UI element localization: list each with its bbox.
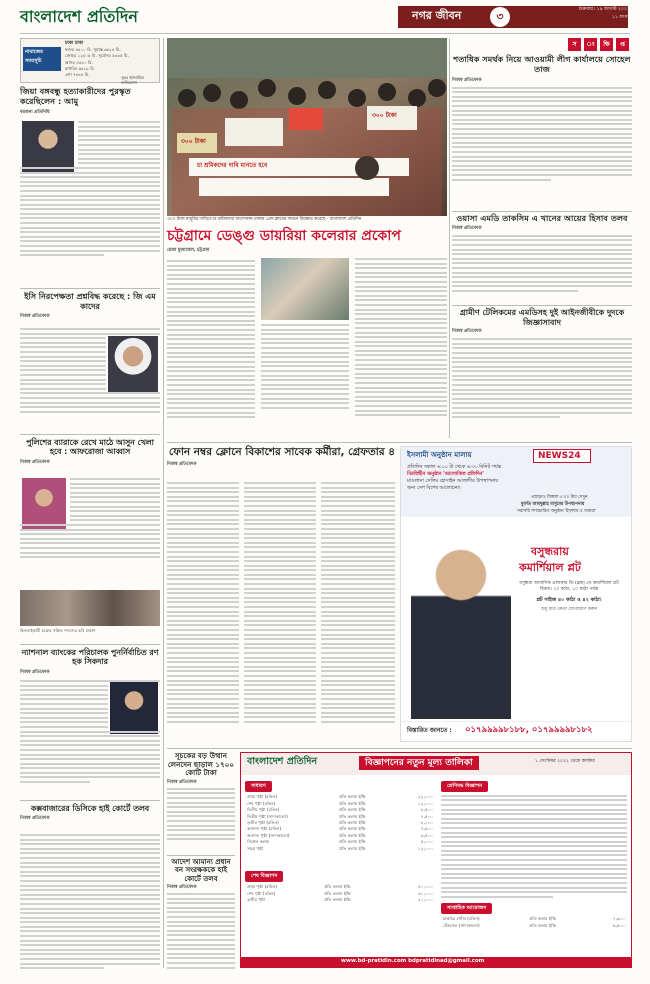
tag-letter: প্ত xyxy=(616,38,629,51)
body-text xyxy=(167,788,235,841)
property-body: বসুন্ধরা আবাসিক এলাকার ডি (ব্লক) তে কমার্শিয়াল প্লট বিক্রয়। ২০ কাঠা, ১০ কাঠা পর্যন্ত xyxy=(519,581,619,593)
prayer-rows xyxy=(65,47,159,78)
byline: নিজস্ব প্রতিবেদক xyxy=(20,314,50,320)
ad-model-photo xyxy=(411,519,511,719)
section-chip: শ্রেণিবদ্ধ বিজ্ঞাপন xyxy=(441,781,488,792)
section-chip: সাপ্তাহিক আয়োজন xyxy=(441,903,492,914)
news24-logo xyxy=(533,449,591,463)
prayer-header: ঢাকা ঢাকা xyxy=(65,41,84,46)
right-brief-3 xyxy=(452,308,632,440)
classified-text xyxy=(441,795,627,898)
date-sub: ১১ বৎসর xyxy=(612,15,630,21)
headline: সূচকের বড় উত্থান লেনদেন ছাড়াল ১৭০০ কোটি টাকা xyxy=(167,751,235,778)
article-left-3 xyxy=(20,438,160,638)
property-subtitle: কমার্শিয়াল প্লট xyxy=(519,561,581,574)
cell: দ্বিতীয় পৃষ্ঠা (রঙিন) xyxy=(247,807,280,813)
byline: নিজস্ব প্রতিবেদক xyxy=(167,462,197,468)
prayer-row: এশা ৭ঃ৪৮ মি. xyxy=(65,72,90,78)
cell: ৮,০০০ xyxy=(420,819,433,825)
rate-table-general xyxy=(245,794,435,852)
cell: শেষ পৃষ্ঠা (রঙিন) xyxy=(247,890,276,896)
body-text xyxy=(20,834,160,972)
prayer-label1: নামাজের xyxy=(25,49,43,55)
protest-photo-image xyxy=(167,38,447,216)
cell: চাকরির খোঁজ (রঙিন) xyxy=(443,916,480,922)
cell: প্রথম পৃষ্ঠা (রঙিন) xyxy=(247,884,277,890)
cell: প্রতি কলাম ইঞ্চি xyxy=(338,826,366,832)
byline: নিজস্ব প্রতিবেদক xyxy=(20,459,50,465)
masthead xyxy=(0,0,650,34)
rate-card-effective: ১ সেপ্টেম্বর ২০২২ থেকে কার্যকর xyxy=(535,759,595,764)
article-lead-left xyxy=(20,87,160,287)
headline: চট্টগ্রামে ডেঙ্গু ডায়রিয়া কলেরার প্রকোপ xyxy=(167,228,401,244)
byline: নিজস্ব প্রতিবেদক xyxy=(167,885,197,891)
cell: ২০,০০০ xyxy=(418,897,433,903)
body-text xyxy=(167,893,235,969)
rate-section-end xyxy=(245,871,435,903)
byline: নিজস্ব প্রতিবেদক xyxy=(452,225,482,231)
rate-section-general xyxy=(245,781,435,852)
ad-line2: প্রতিদিন সকাল ৬:০০ টা থেকে ৬:৩০ মিনিট পর্যন্ত xyxy=(407,465,501,470)
cell: ৫,০০০ xyxy=(420,839,433,845)
headline: আদেশ আমান্য প্রধান বন সংরক্ষককে হাই কোর্টে তলব xyxy=(171,858,231,883)
top-protest-photo xyxy=(167,38,447,226)
tag-letter: স xyxy=(568,38,581,51)
hospital-photo xyxy=(261,258,349,320)
cell: ৬,৫০০ xyxy=(420,832,433,838)
placard-text-2: ৩০০ টাকা xyxy=(372,112,397,119)
ad-side1: এছাড়াও বিকাল ৫:০০ টায় দেখুন xyxy=(531,495,588,500)
cell: ১২,০০০ xyxy=(418,845,433,851)
right-brief-2 xyxy=(452,214,632,304)
prayer-note: সূত্রঃ ইসলামিক ফাউন্ডেশন xyxy=(121,75,144,86)
rate-table-weekly xyxy=(441,916,627,929)
rate-card-footer xyxy=(241,957,631,967)
cell: প্রতি কলাম ইঞ্চি xyxy=(338,800,366,806)
ad-side3: সরাসরি সম্প্রচারিত অনুষ্ঠান 'ইসলাম ও আমরা' xyxy=(517,509,597,514)
cell: ৬,৫০০ xyxy=(612,922,625,928)
rate-section-weekly xyxy=(441,903,627,929)
cell: প্রতি কলাম ইঞ্চি xyxy=(529,922,557,928)
ad-top-panel xyxy=(401,447,631,517)
cell: প্রতি কলাম ইঞ্চি xyxy=(338,807,366,813)
rate-table-end xyxy=(245,884,435,903)
headline: ইসি নিরপেক্ষতা প্রশ্নবিদ্ধ করেছে : জি এম কাদের xyxy=(24,292,156,311)
cell: প্রতি কলাম ইঞ্চি xyxy=(338,845,366,851)
date-line xyxy=(540,7,630,21)
cell: প্রতি কলাম ইঞ্চি xyxy=(338,832,366,838)
ad-line4: মাওলানা সেলিম হোসাইন আজাদীর উপস্থাপনায় xyxy=(407,479,499,484)
rate-card-logo: বাংলাদেশ প্রতিদিন xyxy=(247,756,318,767)
byline: নিজস্ব প্রতিবেদক xyxy=(452,329,482,335)
cell: প্রতি কলাম ইঞ্চি xyxy=(338,819,366,825)
section-chip: সাধারণ xyxy=(245,781,272,792)
cell: প্রতি কলাম ইঞ্চি xyxy=(324,890,351,896)
rate-section-classified xyxy=(441,781,627,900)
headline: জিয়া বঙ্গবন্ধু হত্যাকারীদের পুরস্কৃত করেছিলেন : আমু xyxy=(20,86,131,106)
headline: শতাধিক সমর্থক নিয়ে আওয়ামী লীগ কার্যালয়ে সোহেল তাজ xyxy=(453,54,631,74)
stock-article xyxy=(167,752,235,852)
cell: ৭,৫০০ xyxy=(420,813,433,819)
headline: ন্যাশনাল ব্যাংকের পরিচালক পুনর্নির্বাচিত রণ হক সিকদার xyxy=(21,648,159,667)
headline: কক্সবাজারের ডিসিকে হাই কোর্টে তলব xyxy=(30,804,150,813)
cell: ৮,৫০০ xyxy=(420,807,433,813)
body-text xyxy=(452,338,632,418)
cell: ৩০,০০০ xyxy=(418,890,433,896)
article-left-5 xyxy=(20,804,160,969)
section-tags xyxy=(452,38,632,51)
prayer-label2: সময়সূচি xyxy=(25,57,42,64)
prayer-row: মাগরিব ৬ঃ২৯ মি. xyxy=(65,65,96,71)
byline: রেজা মুজাম্মেল, চট্টগ্রাম xyxy=(167,247,210,253)
cell: প্রতি কলাম ইঞ্চি xyxy=(529,916,557,922)
article-left-2 xyxy=(20,292,160,434)
byline: বরগুনা প্রতিনিধি xyxy=(20,109,50,115)
body-col-3 xyxy=(321,482,395,725)
prayer-label-box xyxy=(23,47,61,71)
table-row xyxy=(245,897,435,903)
headline: ফোন নম্বর ক্লোনে বিকাশের সাবেক কর্মীরা, গ্রেফতার ৪ xyxy=(168,446,396,458)
body-text xyxy=(452,87,632,181)
property-size: প্লট সাইজ ৪০ কাঠা ও ৪২ কাঠা। xyxy=(536,597,602,603)
contact-label: বিস্তারিত জানতে : xyxy=(407,727,452,734)
cell: তৃতীয় পৃষ্ঠা (রঙিন) xyxy=(247,819,279,825)
table-row xyxy=(441,922,627,928)
tag-letter: ং xyxy=(584,38,597,51)
byline: নিজস্ব প্রতিবেদক xyxy=(20,816,50,822)
placard-text-3: চা শ্রমিকদের দাবি মানতে হবে xyxy=(197,162,268,169)
page-number: ৩ xyxy=(490,7,510,27)
event-photo xyxy=(20,590,160,626)
channel-name: NEWS24 xyxy=(538,451,581,461)
body-col-2 xyxy=(261,324,349,411)
cell: ২২,০০০ xyxy=(418,794,433,800)
body-text xyxy=(20,478,160,561)
photo-caption: ৩০০ টাকা মজুরির দাবিতে চা শ্রমিকদের আন্দোলন ঢাকায় প্রেস ক্লাবের সামনে বিক্ষোভ করেছে - বাংলাদেশ প্রতিদিন xyxy=(167,217,362,222)
cell: সিঙ্গেল কলাম xyxy=(247,839,270,845)
tag-letter: ক্ষি xyxy=(600,38,613,51)
body-col-3 xyxy=(355,258,447,419)
prayer-row: ফজর ৪ঃ১০ মি. সূর্যাস্ত ৬ঃ২৪ মি. xyxy=(65,47,121,52)
contact-numbers: ০১৭৯৯৯৯৮১৮৮, ০১৭৯৯৯৯৮১৮২ xyxy=(465,725,593,735)
photo-caption: ছিনতাইকারী চক্রের সক্রিয় সদস্যের ছবি প্রকাশ xyxy=(20,628,96,633)
cell: প্রতি কলাম ইঞ্চি xyxy=(324,897,351,903)
cell: প্রথম পৃষ্ঠা (রঙিন) xyxy=(247,794,277,800)
cell: প্রতি কলাম ইঞ্চি xyxy=(338,839,366,845)
body-text xyxy=(20,328,160,415)
byline: নিজস্ব প্রতিবেদক xyxy=(20,669,50,675)
ad-line3: বিরতিহীন অনুষ্ঠান 'আলোকিত প্রতিদিন' xyxy=(407,472,484,477)
cell: প্রতি কলাম ইঞ্চি xyxy=(338,794,366,800)
body-text xyxy=(20,680,160,786)
rate-card-title: বিজ্ঞাপনের নতুন মূল্য তালিকা xyxy=(359,756,479,770)
property-title: বসুন্ধরায় xyxy=(531,545,569,558)
ad-side2: মুফতি আবদুল্লাহ মাসুমের উপস্থাপনায় xyxy=(521,502,585,507)
byline: নিজস্ব প্রতিবেদক xyxy=(452,77,482,83)
table-row xyxy=(245,845,435,851)
news24-property-ad xyxy=(400,446,632,742)
right-brief-1 xyxy=(452,38,632,208)
body-col-1 xyxy=(167,482,239,725)
cell: ৭,৬০০ xyxy=(612,916,625,922)
logo-text: বাংলাদেশ প্রতিদিন xyxy=(20,7,138,26)
rate-card-ad xyxy=(240,752,632,968)
body-text xyxy=(20,121,160,259)
ad-program-label: ইসলামী অনুষ্ঠান মালায় xyxy=(407,451,472,459)
cell: দ্বিতীয় পৃষ্ঠা (সাদাকালো) xyxy=(247,813,288,819)
prayer-row: আসর ৪ঃ৪০ মি. xyxy=(65,59,93,65)
date-text: শুক্রবার ৷ ১৯ আগস্ট ২০২২ xyxy=(578,7,630,12)
cell: সমগ্র পৃষ্ঠা xyxy=(247,845,264,851)
headline: পুলিশের ব্যারাকে রেখে মাঠে আসুন খেলা হবে : আফরোজা আব্বাস xyxy=(26,438,154,457)
section-chip: শেষ বিজ্ঞাপন xyxy=(245,871,283,882)
cell: ৭,৫০০ xyxy=(420,826,433,832)
headline: ওয়াসা এমডি তাকসিম এ খানের আয়ের হিসাব তলব xyxy=(456,213,628,223)
prayer-times-box xyxy=(20,38,160,86)
cell: প্রতি কলাম ইঞ্চি xyxy=(324,884,351,890)
cell: শেষ পৃষ্ঠা (রঙিন) xyxy=(247,800,276,806)
court-article xyxy=(167,858,235,968)
footer-contact: www.bd-pratidin.com bdpratidinad@gmail.com xyxy=(341,958,485,964)
cell: টেকসেল (সাদাকালো) xyxy=(443,922,480,928)
byline: নিজস্ব প্রতিবেদক xyxy=(167,779,197,785)
body-text xyxy=(452,235,632,292)
ad-line5: অন্য সেশ বিশেষ আলোচনা। xyxy=(407,486,461,491)
cell: প্রতি কলাম ইঞ্চি xyxy=(338,813,366,819)
prayer-row: জোহর ১২ঃ০৫ মি. সূর্যোদয় ৫ঃ৩৫ মি. xyxy=(65,53,129,59)
newspaper-logo xyxy=(20,6,138,28)
placard-text-1: ৩০০ টাকা xyxy=(181,138,206,145)
section-name: নগর জীবন xyxy=(412,9,462,22)
rate-card-header xyxy=(241,753,631,775)
cell: অন্যান্য পৃষ্ঠা (সাদাকালো) xyxy=(247,832,290,838)
cell: তৃতীয় পৃষ্ঠা xyxy=(247,897,266,903)
cell: ৪০,০০০ xyxy=(418,884,433,890)
article-left-4 xyxy=(20,648,160,796)
body-col-1 xyxy=(167,260,255,421)
body-col-2 xyxy=(244,482,316,725)
dengue-article xyxy=(167,228,447,440)
headline: গ্রামীণ টেলিকমের এমডিসহ দুই আইনজীবীকে দুদকে জিজ্ঞাসাবাদ xyxy=(459,308,625,327)
contact-bar xyxy=(401,721,631,741)
cell: ১২,০০০ xyxy=(418,800,433,806)
property-note: শুধু মাত্র ক্রেতা যোগাযোগ করুন xyxy=(540,607,598,612)
cell: অন্যান্য পৃষ্ঠা (রঙিন) xyxy=(247,826,282,832)
fraud-article xyxy=(167,446,397,746)
